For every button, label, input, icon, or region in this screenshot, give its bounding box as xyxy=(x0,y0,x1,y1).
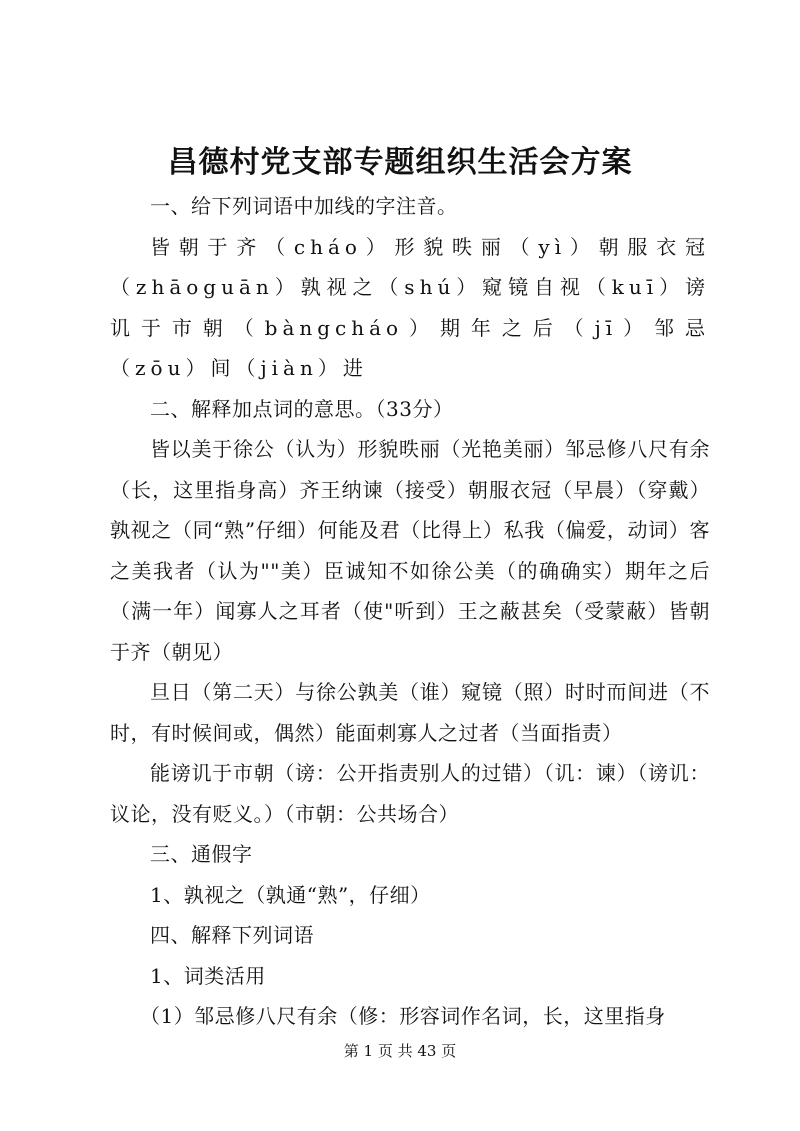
page-footer: 第 1 页 共 43 页 xyxy=(343,1042,457,1060)
paragraph-definitions: 皆以美于徐公（认为）形貌昳丽（光艳美丽）邹忌修八尺有余（长，这里指身高）齐王纳谏（接受）朝服衣冠（早晨）（穿戴）孰视之（同“熟”仔细）何能及君（比得上）私我（偏爱，动词）客之美我者（认为""美）臣诚知不如徐公美（的确确实）期年之后（满一年）闻寡人之耳者（使"听到）王之蔽甚矣（受蒙蔽）皆朝于齐（朝见） xyxy=(110,437,710,664)
paragraph-pinyin-answers: 皆朝于齐（cháo）形貌昳丽（yì）朝服衣冠（zhāoguān）孰视之（shú）窥镜自视（kuī）谤讥于市朝（bàngcháo）期年之后（jī）邹忌（zōu）间（jiàn）进 xyxy=(110,234,710,380)
section-heading-tongjiazi: 三、通假字 xyxy=(150,842,253,866)
paragraph-bangji: 能谤讥于市朝（谤：公开指责别人的过错）（讥：谏）（谤讥：议论，没有贬义。）（市朝：公共场合） xyxy=(110,761,710,826)
list-item-tongjiazi: 1、孰视之（孰通“熟”，仔细） xyxy=(150,882,431,907)
paragraph-definitions-continued: 旦日（第二天）与徐公孰美（谁）窥镜（照）时时而间进（不时，有时候间或，偶然）能面刺寡人之过者（当面指责） xyxy=(110,680,710,745)
subheading-word-class: 1、词类活用 xyxy=(150,963,266,988)
list-item-word-class: （1）邹忌修八尺有余（修：形容词作名词，长，这里指身 xyxy=(140,1004,666,1028)
section-heading-definitions: 二、解释加点词的意思。（33分） xyxy=(150,396,454,421)
document-title: 昌德村党支部专题组织生活会方案 xyxy=(167,145,633,180)
section-heading-vocabulary: 四、解释下列词语 xyxy=(150,923,314,947)
section-heading-pinyin: 一、给下列词语中加线的字注音。 xyxy=(150,194,458,218)
document-body xyxy=(110,186,710,1037)
